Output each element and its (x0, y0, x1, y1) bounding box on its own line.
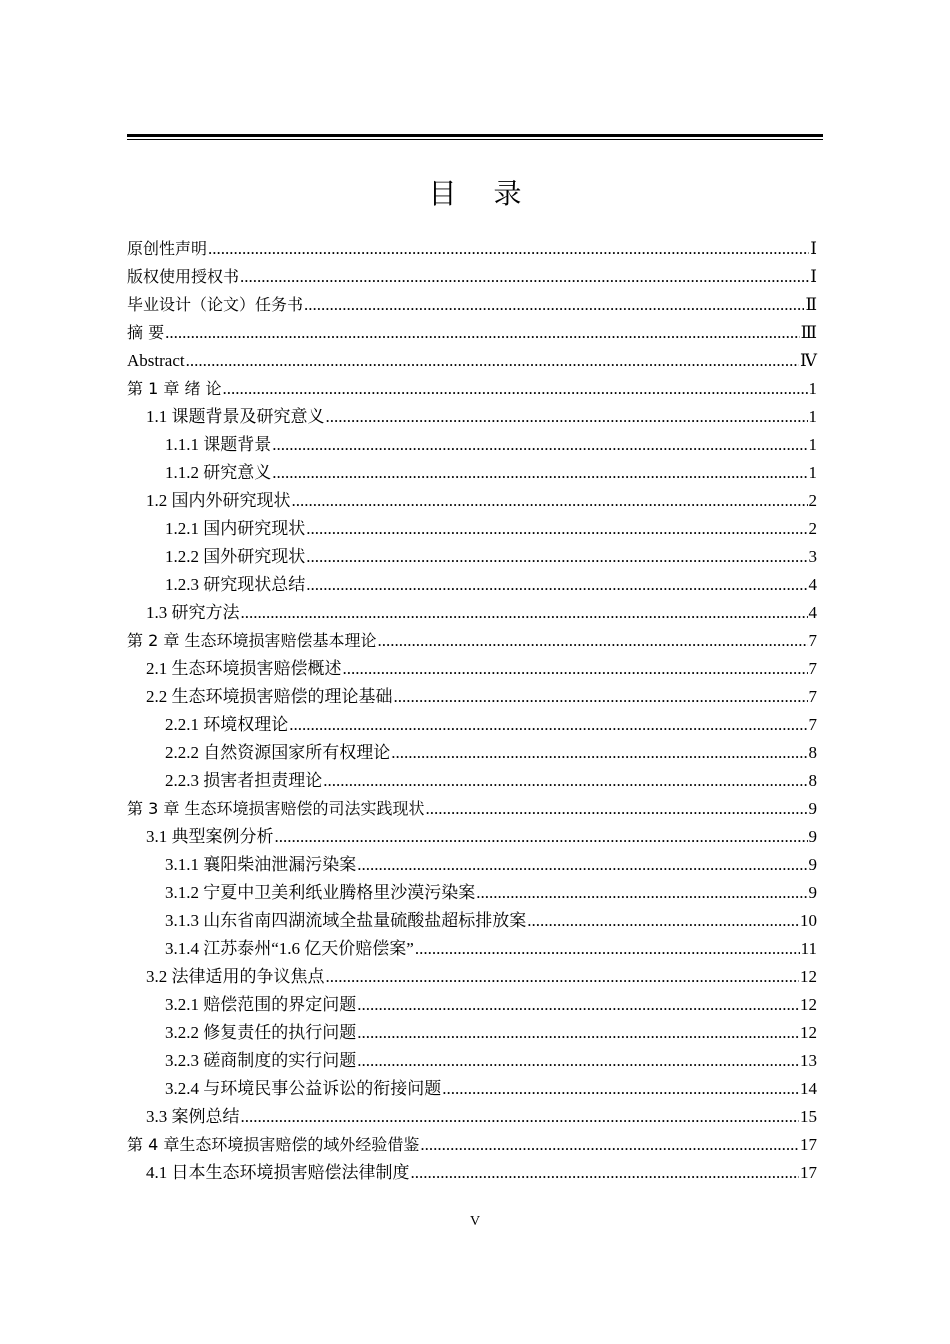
toc-entry-label: 毕业设计（论文）任务书 (127, 295, 304, 314)
toc-entry-label: 第 2 章 生态环境损害赔偿基本理论 (127, 631, 377, 650)
toc-entry-label: 1.1.1 课题背景 (165, 435, 272, 454)
toc-entry-section-1-2-2[interactable] (127, 543, 817, 571)
toc-entry-page: 15 (800, 1107, 817, 1126)
toc-entry-label: 1.2.2 国外研究现状 (165, 547, 306, 566)
table-of-contents (127, 235, 817, 1187)
toc-dot-leader (357, 991, 799, 1019)
toc-entry-page: 4 (808, 603, 817, 622)
footer-page-number: V (469, 1214, 481, 1229)
toc-entry-page: 17 (800, 1163, 817, 1182)
toc-entry-label: 摘 要 (127, 323, 165, 342)
toc-entry-page: Ⅰ (810, 239, 817, 258)
toc-entry-chapter-1[interactable] (127, 375, 817, 403)
header-rule-thick (127, 134, 823, 137)
toc-entry-label: 1.2.1 国内研究现状 (165, 519, 306, 538)
toc-entry-label: 2.2.2 自然资源国家所有权理论 (165, 743, 391, 762)
toc-entry-page: 11 (800, 939, 817, 958)
toc-entry-label: 1.3 研究方法 (146, 603, 240, 622)
toc-entry-page: 9 (808, 799, 817, 818)
toc-entry-label: 2.2.1 环境权理论 (165, 715, 289, 734)
toc-entry-section-3-1[interactable] (127, 823, 817, 851)
toc-dot-leader (357, 851, 807, 879)
toc-entry-page: 9 (808, 827, 817, 846)
header-rule-thin (127, 139, 823, 140)
toc-entry-page: Ⅳ (800, 351, 817, 370)
toc-entry-label: Abstract (127, 351, 185, 370)
toc-entry-label: 3.1.4 江苏泰州“1.6 亿天价赔偿案” (165, 939, 414, 958)
toc-dot-leader (289, 711, 807, 739)
toc-entry-page: 7 (808, 715, 817, 734)
toc-entry-page: 1 (808, 435, 817, 454)
toc-dot-leader (420, 1131, 799, 1159)
toc-dot-leader (241, 1103, 800, 1131)
toc-entry-abstract[interactable] (127, 347, 817, 375)
toc-entry-section-3-2-2[interactable] (127, 1019, 817, 1047)
toc-entry-originality-statement[interactable] (127, 235, 817, 263)
toc-entry-label: 2.2.3 损害者担责理论 (165, 771, 323, 790)
toc-dot-leader (476, 879, 807, 907)
toc-dot-leader (442, 1075, 799, 1103)
toc-entry-page: 7 (808, 659, 817, 678)
toc-entry-label: 原创性声明 (127, 239, 208, 258)
toc-entry-section-1-2[interactable] (127, 487, 817, 515)
toc-dot-leader (292, 487, 808, 515)
toc-dot-leader (323, 767, 807, 795)
toc-entry-label: 3.2.3 磋商制度的实行问题 (165, 1051, 357, 1070)
toc-dot-leader (357, 1019, 799, 1047)
toc-entry-label: 1.2 国内外研究现状 (146, 491, 291, 510)
toc-entry-chapter-3[interactable] (127, 795, 817, 823)
toc-entry-label: 1.2.3 研究现状总结 (165, 575, 306, 594)
toc-entry-label: 3.1.2 宁夏中卫美利纸业腾格里沙漠污染案 (165, 883, 476, 902)
page-title: 目 录 (428, 177, 536, 210)
toc-entry-page: Ⅰ (810, 267, 817, 286)
toc-entry-page: 12 (800, 1023, 817, 1042)
toc-entry-section-3-2-4[interactable] (127, 1075, 817, 1103)
toc-dot-leader (377, 627, 807, 655)
toc-entry-page: 13 (800, 1051, 817, 1070)
toc-entry-copyright-authorization[interactable] (127, 263, 817, 291)
toc-dot-leader (304, 291, 804, 319)
toc-dot-leader (272, 459, 807, 487)
toc-entry-chapter-2[interactable] (127, 627, 817, 655)
toc-entry-label: 1.1.2 研究意义 (165, 463, 272, 482)
toc-entry-page: 3 (808, 547, 817, 566)
toc-entry-section-2-2[interactable] (127, 683, 817, 711)
toc-dot-leader (241, 599, 808, 627)
toc-entry-label: 第 1 章 绪 论 (127, 379, 222, 398)
toc-entry-label: 3.2.4 与环境民事公益诉讼的衔接问题 (165, 1079, 442, 1098)
toc-dot-leader (306, 571, 807, 599)
toc-entry-page: 1 (808, 463, 817, 482)
toc-entry-page: 9 (808, 883, 817, 902)
toc-entry-label: 3.2.1 赔偿范围的界定问题 (165, 995, 357, 1014)
toc-dot-leader (425, 795, 807, 823)
toc-entry-label: 1.1 课题背景及研究意义 (146, 407, 325, 426)
toc-entry-page: 7 (808, 687, 817, 706)
toc-entry-section-2-2-2[interactable] (127, 739, 817, 767)
toc-entry-label: 4.1 日本生态环境损害赔偿法律制度 (146, 1163, 410, 1182)
toc-entry-label: 3.3 案例总结 (146, 1107, 240, 1126)
toc-entry-section-1-1-1[interactable] (127, 431, 817, 459)
toc-dot-leader (326, 963, 800, 991)
toc-entry-section-3-1-4[interactable] (127, 935, 817, 963)
toc-entry-page: 17 (800, 1135, 817, 1154)
toc-entry-page: 2 (808, 519, 817, 538)
toc-entry-label: 第 4 章生态环境损害赔偿的域外经验借鉴 (127, 1135, 420, 1154)
toc-dot-leader (165, 319, 800, 347)
toc-dot-leader (275, 823, 808, 851)
toc-dot-leader (306, 543, 807, 571)
toc-dot-leader (208, 235, 809, 263)
toc-entry-section-3-1-2[interactable] (127, 879, 817, 907)
toc-entry-chinese-abstract[interactable] (127, 319, 817, 347)
toc-entry-section-1-2-3[interactable] (127, 571, 817, 599)
toc-entry-page: 7 (808, 631, 817, 650)
toc-entry-label: 3.2 法律适用的争议焦点 (146, 967, 325, 986)
toc-entry-chapter-4[interactable] (127, 1131, 817, 1159)
toc-dot-leader (527, 907, 799, 935)
toc-entry-label: 3.1.1 襄阳柴油泄漏污染案 (165, 855, 357, 874)
toc-entry-page: 4 (808, 575, 817, 594)
toc-entry-section-4-1[interactable] (127, 1159, 817, 1187)
toc-entry-label: 2.2 生态环境损害赔偿的理论基础 (146, 687, 393, 706)
toc-entry-label: 3.1.3 山东省南四湖流域全盐量硫酸盐超标排放案 (165, 911, 527, 930)
toc-dot-leader (357, 1047, 799, 1075)
toc-entry-page: 14 (800, 1079, 817, 1098)
toc-entry-page: 2 (808, 491, 817, 510)
toc-dot-leader (306, 515, 807, 543)
toc-entry-section-3-3[interactable] (127, 1103, 817, 1131)
toc-entry-label: 版权使用授权书 (127, 267, 240, 286)
toc-entry-page: 8 (808, 771, 817, 790)
toc-entry-section-2-2-3[interactable] (127, 767, 817, 795)
toc-entry-page: Ⅲ (800, 323, 817, 342)
toc-dot-leader (186, 347, 799, 375)
toc-entry-section-3-2-1[interactable] (127, 991, 817, 1019)
toc-dot-leader (240, 263, 809, 291)
toc-entry-section-3-2-3[interactable] (127, 1047, 817, 1075)
toc-entry-section-3-2[interactable] (127, 963, 817, 991)
toc-dot-leader (223, 375, 808, 403)
toc-entry-label: 2.1 生态环境损害赔偿概述 (146, 659, 342, 678)
toc-dot-leader (391, 739, 807, 767)
toc-entry-page: 12 (800, 995, 817, 1014)
toc-dot-leader (272, 431, 807, 459)
toc-entry-label: 3.2.2 修复责任的执行问题 (165, 1023, 357, 1042)
toc-entry-page: 9 (808, 855, 817, 874)
toc-entry-page: 8 (808, 743, 817, 762)
toc-dot-leader (411, 1159, 800, 1187)
toc-entry-section-2-2-1[interactable] (127, 711, 817, 739)
toc-entry-section-1-1[interactable] (127, 403, 817, 431)
toc-entry-section-3-1-1[interactable] (127, 851, 817, 879)
toc-dot-leader (415, 935, 800, 963)
toc-entry-section-3-1-3[interactable] (127, 907, 817, 935)
toc-entry-page: Ⅱ (805, 295, 817, 314)
toc-entry-page: 1 (808, 379, 817, 398)
toc-entry-label: 第 3 章 生态环境损害赔偿的司法实践现状 (127, 799, 425, 818)
toc-entry-page: 10 (800, 911, 817, 930)
toc-dot-leader (343, 655, 808, 683)
toc-entry-section-1-1-2[interactable] (127, 459, 817, 487)
toc-entry-page: 1 (808, 407, 817, 426)
toc-entry-label: 3.1 典型案例分析 (146, 827, 274, 846)
toc-dot-leader (326, 403, 808, 431)
toc-entry-section-1-3[interactable] (127, 599, 817, 627)
toc-dot-leader (394, 683, 808, 711)
toc-entry-section-2-1[interactable] (127, 655, 817, 683)
toc-entry-page: 12 (800, 967, 817, 986)
toc-entry-section-1-2-1[interactable] (127, 515, 817, 543)
toc-entry-assignment[interactable] (127, 291, 817, 319)
